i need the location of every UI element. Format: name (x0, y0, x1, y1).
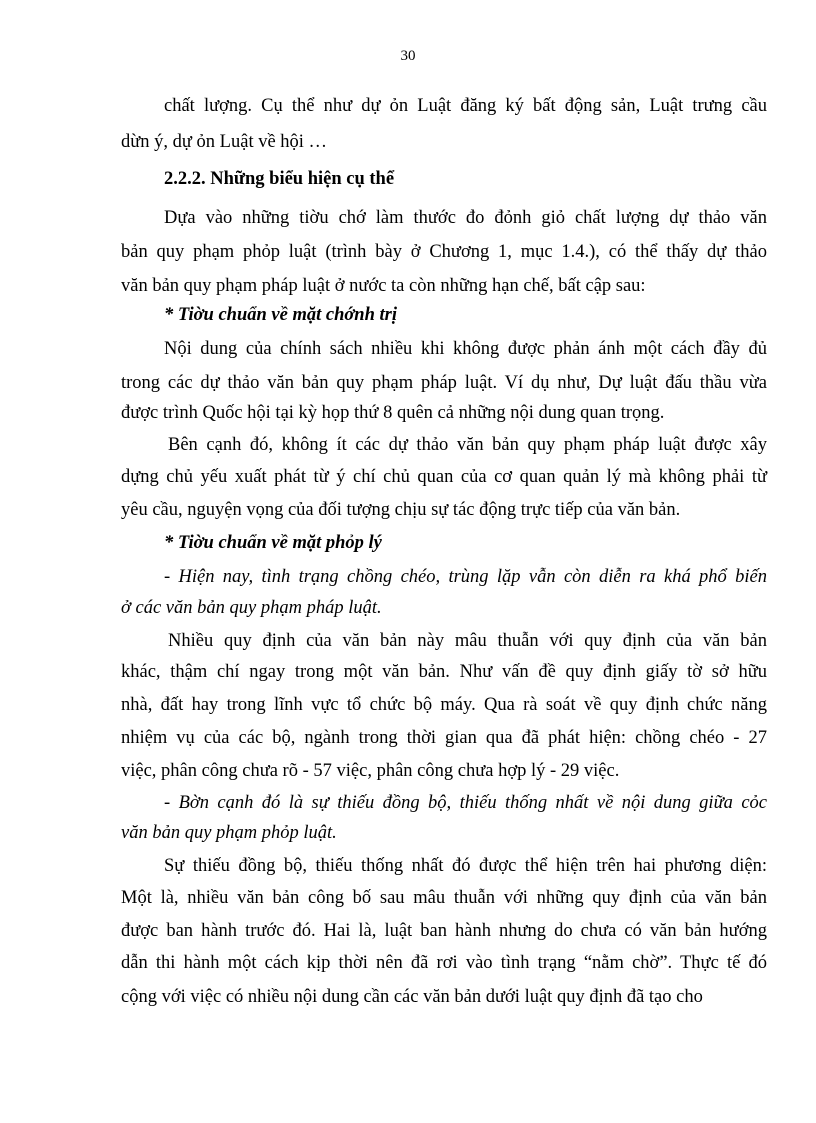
text-line: dừn ý, dự ỏn Luật về hội … (121, 132, 328, 152)
section-heading: 2.2.2. Những biểu hiện cụ thể (164, 169, 395, 189)
text-line: bản quy phạm phỏp luật (trình bày ở Chương 1, mục 1.4.), có thể thấy dự thảo (121, 242, 767, 262)
text-line: nhiệm vụ của các bộ, ngành trong thời gian qua đã phát hiện: chồng chéo - 27 (121, 728, 767, 748)
text-line: - Bờn cạnh đó là sự thiếu đồng bộ, thiếu thống nhất về nội dung giữa cỏc (164, 793, 767, 813)
text-line: Dựa vào những tiờu chớ làm thước đo đỏnh giỏ chất lượng dự thảo văn (164, 208, 767, 228)
text-line: - Hiện nay, tình trạng chồng chéo, trùng lặp vẫn còn diễn ra khá phổ biến (164, 567, 767, 587)
text-line: dựng chủ yếu xuất phát từ ý chí chủ quan của cơ quan quản lý mà không phải từ (121, 467, 767, 487)
page-number: 30 (400, 48, 416, 64)
text-line: nhà, đất hay trong lĩnh vực tổ chức bộ máy. Qua rà soát về quy định chức năng (121, 695, 767, 715)
text-line: cộng với việc có nhiều nội dung cần các văn bản dưới luật quy định đã tạo cho (121, 987, 703, 1007)
text-line: việc, phân công chưa rõ - 57 việc, phân công chưa hợp lý - 29 việc. (121, 761, 620, 781)
text-line: được ban hành trước đó. Hai là, luật ban hành nhưng do chưa có văn bản hướng (121, 921, 767, 941)
text-line: yêu cầu, nguyện vọng của đối tượng chịu sự tác động trực tiếp của văn bản. (121, 500, 681, 520)
text-line: trong các dự thảo văn bản quy phạm pháp luật. Ví dụ như, Dự luật đấu thầu vừa (121, 373, 767, 393)
text-line: văn bản quy phạm phỏp luật. (121, 823, 337, 843)
subheading-legal: * Tiờu chuẩn về mặt phỏp lý (164, 533, 382, 553)
text-line: dẫn thi hành một cách kịp thời nên đã rơi vào tình trạng “nằm chờ”. Thực tế đó (121, 953, 767, 973)
text-line: Nhiều quy định của văn bản này mâu thuẫn với quy định của văn bản (168, 631, 767, 651)
text-line: được trình Quốc hội tại kỳ họp thứ 8 quên cả những nội dung quan trọng. (121, 403, 665, 423)
text-line: ở các văn bản quy phạm pháp luật. (121, 598, 382, 618)
text-line: Một là, nhiều văn bản công bố sau mâu thuẫn với những quy định của văn bản (121, 888, 767, 908)
text-line: Nội dung của chính sách nhiều khi không được phản ánh một cách đầy đủ (164, 339, 767, 359)
text-line: chất lượng. Cụ thể như dự ỏn Luật đăng ký bất động sản, Luật trưng cầu (164, 96, 767, 116)
text-line: Bên cạnh đó, không ít các dự thảo văn bản quy phạm pháp luật được xây (168, 435, 767, 455)
text-line: văn bản quy phạm pháp luật ở nước ta còn những hạn chế, bất cập sau: (121, 276, 646, 296)
text-line: Sự thiếu đồng bộ, thiếu thống nhất đó được thể hiện trên hai phương diện: (164, 856, 767, 876)
subheading-political: * Tiờu chuẩn về mặt chớnh trị (164, 305, 397, 325)
text-line: khác, thậm chí ngay trong một văn bản. Như vấn đề quy định giấy tờ sở hữu (121, 662, 767, 682)
